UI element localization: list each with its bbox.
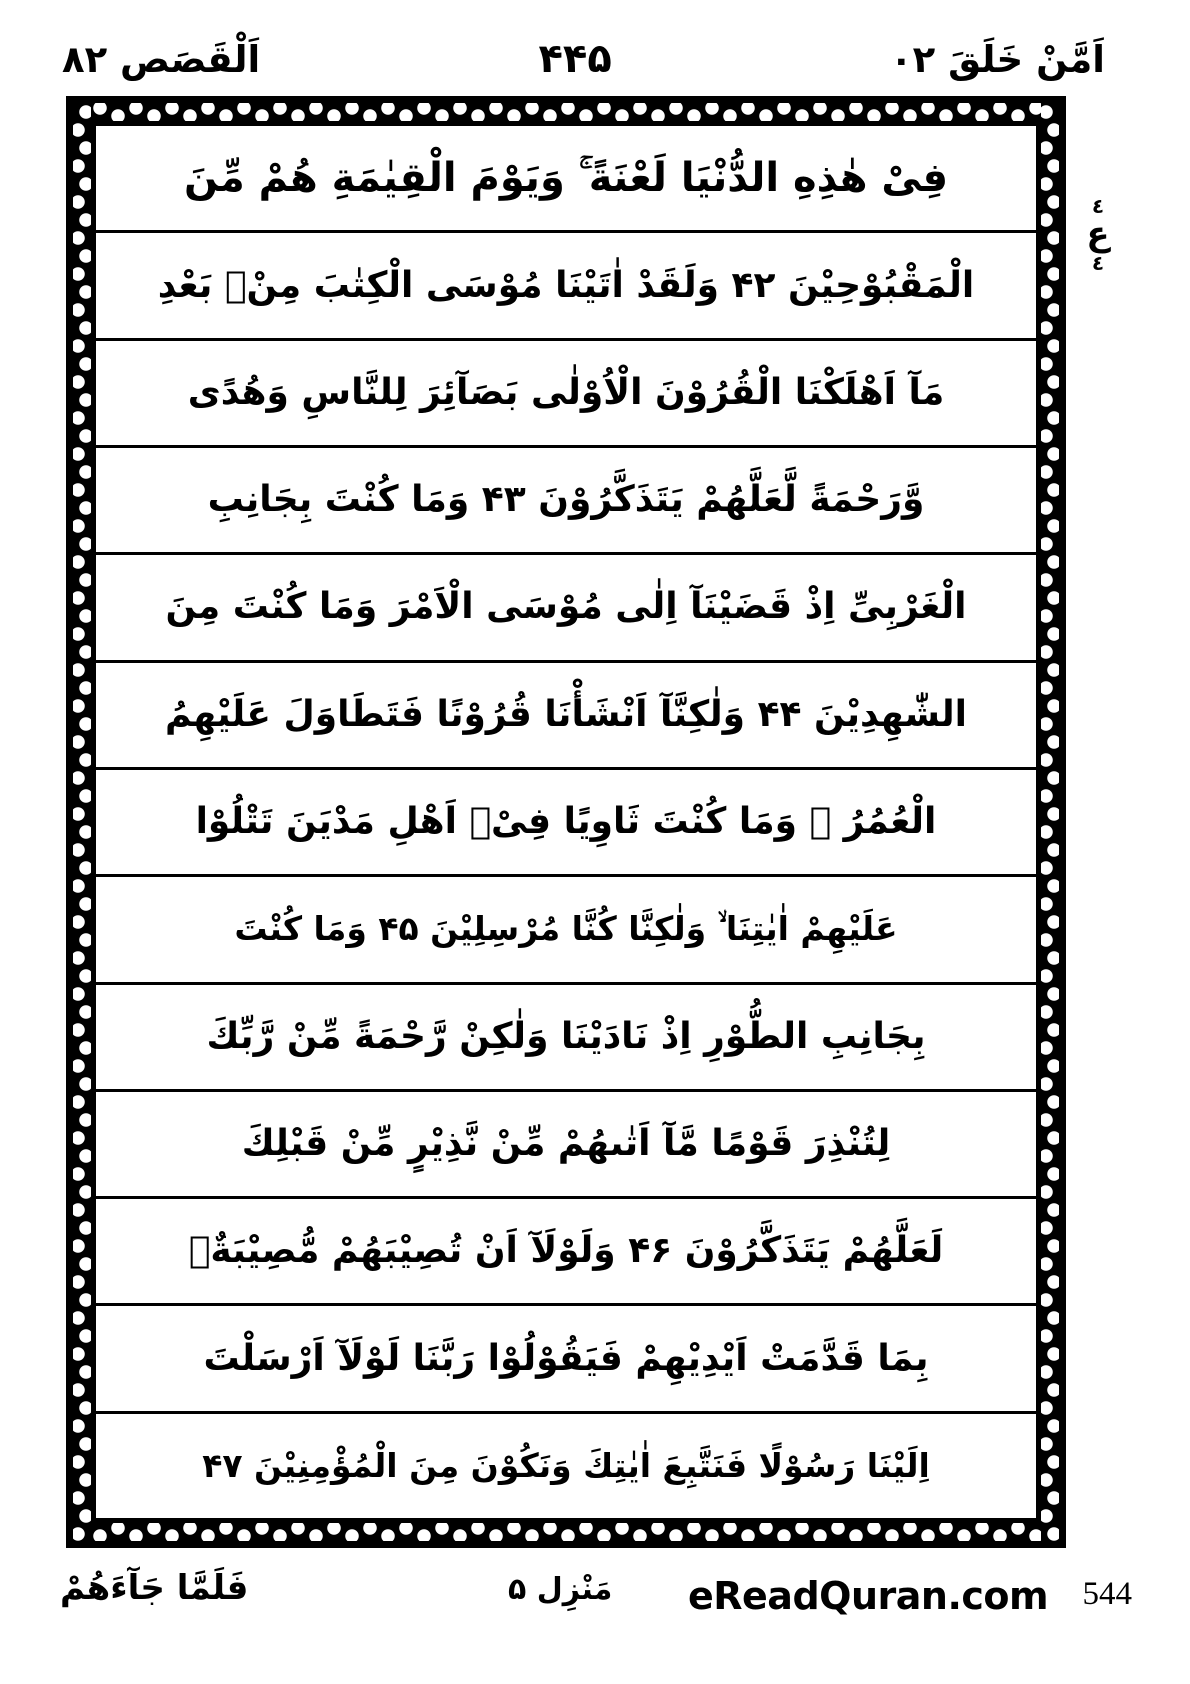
ayah-line-text: لِتُنْذِرَ قَوْمًا مَّآ اَتٰىهُمْ مِّنْ نَّذِيْرٍ مِّنْ قَبْلِكَ — [241, 1123, 891, 1165]
ruku-marker — [1072, 196, 1124, 274]
ayah-line — [96, 1414, 1036, 1518]
ayah-line — [96, 770, 1036, 877]
footer-page-number: 544 — [1082, 1576, 1132, 1612]
page-header — [40, 28, 1150, 90]
ornamental-frame — [66, 96, 1066, 1548]
ruku-marker-top-number: ٤ — [1091, 194, 1105, 218]
footer-manzil-label: مَنْزِل ۵ — [508, 1572, 613, 1607]
ayah-line-text: بِمَا قَدَّمَتْ اَيْدِيْهِمْ فَيَقُوْلُوْا رَبَّنَا لَوْلَآ اَرْسَلْتَ — [203, 1337, 929, 1379]
ayah-line-text: فِىْ هٰذِهِ الدُّنْيَا لَعْنَةً ۚ وَيَوْمَ الْقِيٰمَةِ هُمْ مِّنَ — [183, 154, 949, 201]
ayah-line — [96, 233, 1036, 340]
ayah-line-text: الْغَرْبِىِّ اِذْ قَضَيْنَآ اِلٰى مُوْسَى الْاَمْرَ وَمَا كُنْتَ مِنَ — [165, 586, 967, 628]
page-number-arabic: ۵۴۴ — [538, 36, 612, 82]
page-footer — [48, 1568, 1142, 1658]
ayah-line-text: مَآ اَهْلَكْنَا الْقُرُوْنَ الْاُوْلٰى بَصَآئِرَ لِلنَّاسِ وَهُدًى — [187, 371, 945, 413]
ruku-marker-ain-glyph: ع — [1086, 214, 1110, 254]
ayah-line-text: الْمَقْبُوْحِيْنَ ۴۲ وَلَقَدْ اٰتَيْنَا مُوْسَى الْكِتٰبَ مِنْۢ بَعْدِ — [157, 264, 975, 306]
ayah-line — [96, 877, 1036, 984]
ayah-line — [96, 985, 1036, 1092]
ayah-line-text: اِلَيْنَا رَسُوْلًا فَنَتَّبِعَ اٰيٰتِكَ وَنَكُوْنَ مِنَ الْمُؤْمِنِيْنَ ۴۷ — [202, 1445, 930, 1485]
ayah-line — [96, 555, 1036, 662]
frame-ornament-bottom — [73, 1523, 1059, 1541]
ayah-line — [96, 1306, 1036, 1413]
ruku-marker-bottom-number: ٤ — [1091, 250, 1105, 275]
ayah-line-text: لَعَلَّهُمْ يَتَذَكَّرُوْنَ ۴۶ وَلَوْلَآ اَنْ تُصِيْبَهُمْ مُّصِيْبَةٌۢ — [188, 1230, 944, 1272]
ayah-line-text: الشّٰهِدِيْنَ ۴۴ وَلٰكِنَّآ اَنْشَأْنَا قُرُوْنًا فَتَطَاوَلَ عَلَيْهِمُ — [164, 693, 968, 735]
ayah-line-text: الْعُمُرُ ۚ وَمَا كُنْتَ ثَاوِيًا فِىْۤ اَهْلِ مَدْيَنَ تَتْلُوْا — [195, 801, 937, 843]
juz-title-label: اَمَّنْ خَلَقَ ٢٠ — [890, 37, 1105, 81]
ayah-line-text: بِجَانِبِ الطُّوْرِ اِذْ نَادَيْنَا وَلٰكِنْ رَّحْمَةً مِّنْ رَّبِّكَ — [206, 1015, 926, 1057]
ayah-line-text: عَلَيْهِمْ اٰيٰتِنَا ۙ وَلٰكِنَّا كُنَّا مُرْسِلِيْنَ ۴۵ وَمَا كُنْتَ — [234, 909, 898, 949]
footer-catchword: فَلَمَّا جَآءَهُمْ — [60, 1568, 249, 1608]
ayah-line-text: وَّرَحْمَةً لَّعَلَّهُمْ يَتَذَكَّرُوْنَ ۴۳ وَمَا كُنْتَ بِجَانِبِ — [207, 479, 925, 521]
ayah-line — [96, 448, 1036, 555]
surah-title-label: اَلْقَصَص ٢٨ — [62, 37, 261, 81]
ayah-line — [96, 341, 1036, 448]
ayah-line — [96, 1092, 1036, 1199]
quran-text-panel — [93, 123, 1039, 1521]
frame-ornament-right — [1041, 103, 1059, 1541]
frame-ornament-left — [73, 103, 91, 1541]
frame-ornament-top — [73, 103, 1059, 121]
ayah-line — [96, 1199, 1036, 1306]
ayah-line — [96, 126, 1036, 233]
ayah-line — [96, 663, 1036, 770]
footer-brand-label: eReadQuran.com — [688, 1574, 1049, 1618]
